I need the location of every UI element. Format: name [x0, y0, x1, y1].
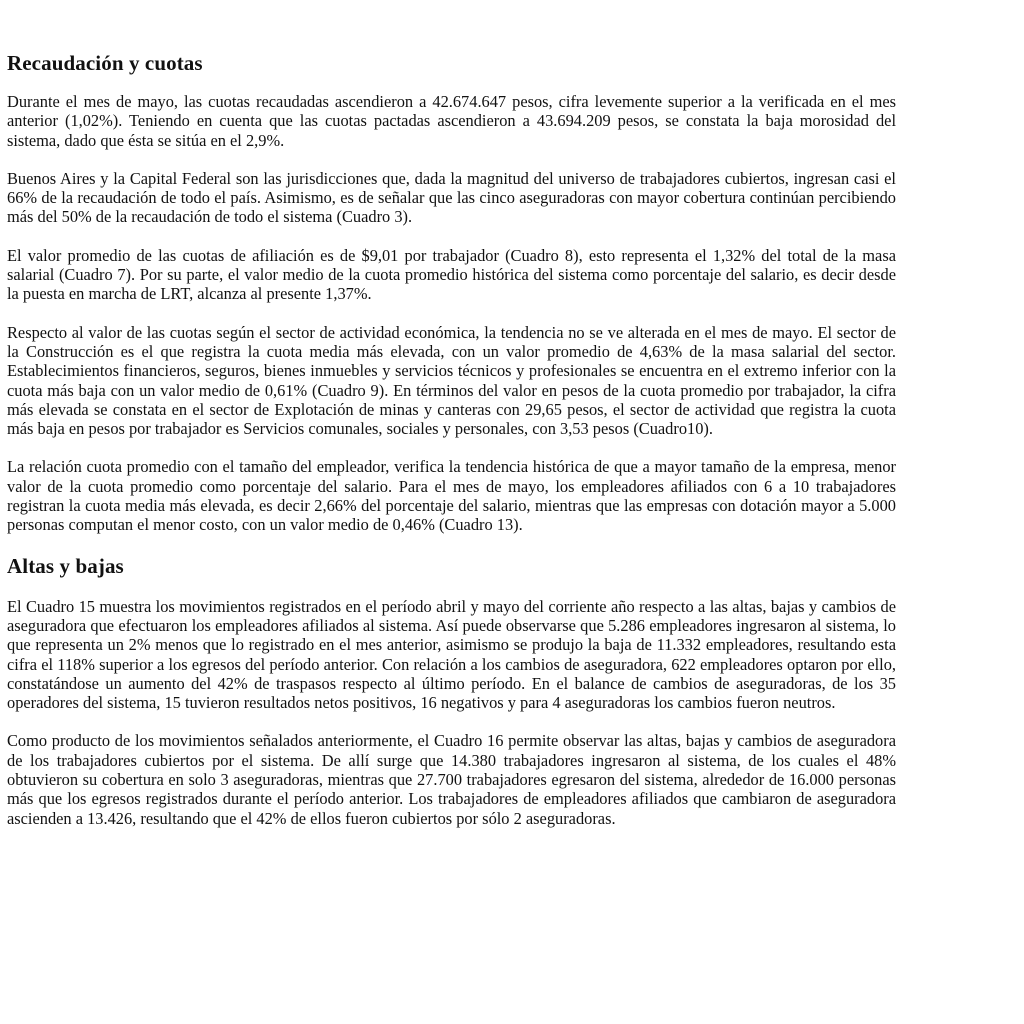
paragraph-recaudacion-2: Buenos Aires y la Capital Federal son las jurisdicciones que, dada la magnitud del universo de trabajadores cubiertos, ingresan casi el 66% de la recaudación de todo el país. Asimismo, es de señalar que las cinco aseguradoras con mayor cobertura continúan percibiendo más del 50% de la recaudación de todo el sistema (Cuadro 3).	[7, 168, 896, 227]
paragraph-recaudacion-1: Durante el mes de mayo, las cuotas recaudadas ascendieron a 42.674.647 pesos, cifra levemente superior a la verificada en el mes anterior (1,02%). Teniendo en cuenta que las cuotas pactadas ascendieron a 43.694.209 pesos, se constata la baja morosidad del sistema, dado que ésta se sitúa en el 2,9%.	[7, 92, 896, 150]
paragraph-recaudacion-5: La relación cuota promedio con el tamaño del empleador, verifica la tendencia histórica de que a mayor tamaño de la empresa, menor valor de la cuota promedio como porcentaje del salario. Para el mes de mayo, los empleadores afiliados con 6 a 10 trabajadores registran la cuota media más elevada, es decir 2,66% del porcentaje del salario, mientras que las empresas con dotación mayor a 5.000 personas computan el menor costo, con un valor medio de 0,46% (Cuadro 13).	[7, 457, 896, 535]
paragraph-altas-bajas-1: El Cuadro 15 muestra los movimientos registrados en el período abril y mayo del corriente año respecto a las altas, bajas y cambios de aseguradora que efectuaron los empleadores afiliados al sistema. Así puede observarse que 5.286 empleadores ingresaron al sistema, lo que representa un 2% menos que lo registrado en el mes anterior, asimismo se produjo la baja de 11.332 empleadores, resultando esta cifra el 118% superior a los egresos del período anterior. Con relación a los cambios de aseguradora, 622 empleadores optaron por ello, constatándose un aumento del 42% de traspasos respecto al último período. En el balance de cambios de aseguradoras, de los 35 operadores del sistema, 15 tuvieron resultados netos positivos, 16 negativos y para 4 aseguradoras los cambios fueron neutros.	[7, 596, 896, 713]
paragraph-recaudacion-4: Respecto al valor de las cuotas según el sector de actividad económica, la tendencia no se ve alterada en el mes de mayo. El sector de la Construcción es el que registra la cuota media más elevada, con un valor promedio de 4,63% de la masa salarial del sector. Establecimientos financieros, seguros, bienes inmuebles y servicios técnicos y profesionales se encuentra en el extremo inferior con la cuota más baja con un valor medio de 0,61% (Cuadro 9). En términos del valor en pesos de la cuota promedio por trabajador, la cifra más elevada se constata en el sector de Explotación de minas y canteras con 29,65 pesos, el sector de actividad que registra la cuota más baja en pesos por trabajador es Servicios comunales, sociales y personales, con 3,53 pesos (Cuadro10).	[7, 322, 896, 439]
paragraph-recaudacion-3: El valor promedio de las cuotas de afiliación es de $9,01 por trabajador (Cuadro 8), esto representa el 1,32% del total de la masa salarial (Cuadro 7). Por su parte, el valor medio de la cuota promedio histórica del sistema como porcentaje del salario, es decir desde la puesta en marcha de LRT, alcanza al presente 1,37%.	[7, 245, 896, 304]
section-heading-recaudacion: Recaudación y cuotas	[7, 51, 203, 75]
paragraph-altas-bajas-2: Como producto de los movimientos señalados anteriormente, el Cuadro 16 permite observar las altas, bajas y cambios de aseguradora de los trabajadores cubiertos por el sistema. De allí surge que 14.380 trabajadores ingresaron al sistema, de los cuales el 48% obtuvieron su cobertura en solo 3 aseguradoras, mientras que 27.700 trabajadores egresaron del sistema, alrededor de 16.000 personas más que los egresos registrados durante el período anterior. Los trabajadores de empleadores afiliados que cambiaron de aseguradora ascienden a 13.426, resultando que el 42% de ellos fueron cubiertos por sólo 2 aseguradoras.	[7, 731, 896, 828]
document-page	[7, 50, 896, 828]
section-heading-altas-bajas: Altas y bajas	[7, 553, 124, 578]
